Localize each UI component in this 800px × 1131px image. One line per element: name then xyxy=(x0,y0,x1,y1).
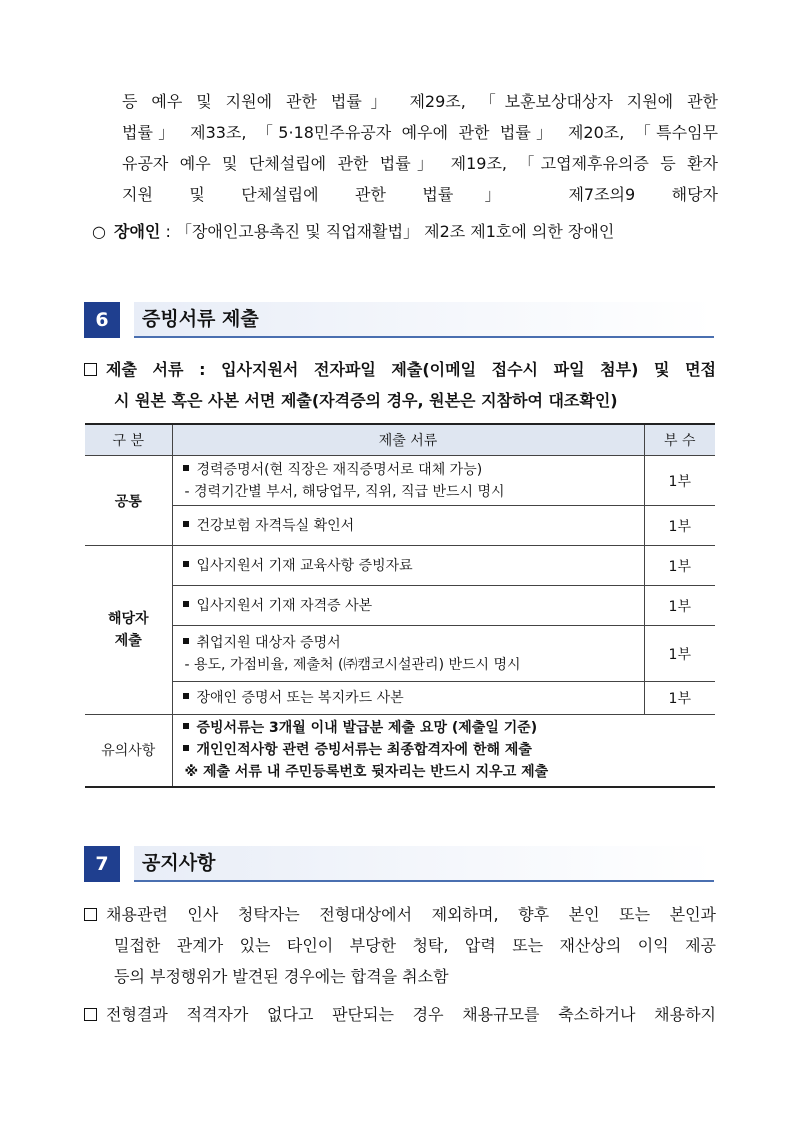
table-header-row xyxy=(85,424,715,456)
document-cell: 장애인 증명서 또는 복지카드 사본 xyxy=(172,682,644,715)
copies-cell: 1부 xyxy=(644,586,715,626)
submission-desc-line-1: 제출 서류 : 입사지원서 전자파일 제출(이메일 접수시 파일 첨부) 및 면접 xyxy=(84,354,716,385)
disabled-item xyxy=(92,219,614,242)
notice-line: 전형결과 적격자가 없다고 판단되는 경우 채용규모를 축소하거나 채용하지 xyxy=(84,999,716,1030)
notice-line: 채용관련 인사 청탁자는 전형대상에서 제외하며, 향후 본인 또는 본인과 xyxy=(84,899,716,930)
table-row xyxy=(85,682,715,715)
checkbox-square-icon xyxy=(84,1008,97,1021)
table-row-notes xyxy=(85,715,715,787)
square-bullet-icon xyxy=(183,561,189,567)
intro-line: 지원 및 단체설립에 관한 법률」 제7조의9 해당자 xyxy=(122,185,718,204)
square-bullet-icon xyxy=(183,601,189,607)
document-cell: 취업지원 대상자 증명서 - 용도, 가점비율, 제출처 (㈜캠코시설관리) 반드시 명시 xyxy=(172,626,644,682)
checkbox-square-icon xyxy=(84,908,97,921)
copies-cell: 1부 xyxy=(644,456,715,506)
section-title: 증빙서류 제출 xyxy=(134,302,714,338)
section-number: 6 xyxy=(84,302,120,338)
documents-table xyxy=(85,423,715,788)
section-number: 7 xyxy=(84,846,120,882)
section-6-header xyxy=(84,302,714,338)
square-bullet-icon xyxy=(183,723,189,729)
copies-cell: 1부 xyxy=(644,682,715,715)
section-7-header xyxy=(84,846,714,882)
header-copies: 부 수 xyxy=(644,424,715,456)
category-common: 공통 xyxy=(85,456,172,546)
square-bullet-icon xyxy=(183,693,189,699)
header-documents: 제출 서류 xyxy=(172,424,644,456)
notice-line: 등의 부정행위가 발견된 경우에는 합격을 취소함 xyxy=(114,967,449,986)
intro-line: 유공자 예우 및 단체설립에 관한 법률」 제19조, 「고엽제후유의증 등 환자 xyxy=(122,154,718,173)
copies-cell: 1부 xyxy=(644,546,715,586)
section-title: 공지사항 xyxy=(134,846,714,882)
notice-item-2 xyxy=(84,999,716,1030)
copies-cell: 1부 xyxy=(644,506,715,546)
submission-desc xyxy=(84,354,716,416)
submission-desc-line-2: 시 원본 혹은 사본 서면 제출(자격증의 경우, 원본은 지참하여 대조확인) xyxy=(114,391,618,410)
intro-line: 등 예우 및 지원에 관한 법률」 제29조, 「보훈보상대상자 지원에 관한 xyxy=(122,92,718,111)
notice-line: 밀접한 관계가 있는 타인이 부당한 청탁, 압력 또는 재산상의 이익 제공 xyxy=(114,936,716,955)
checkbox-square-icon xyxy=(84,363,97,376)
table-row xyxy=(85,506,715,546)
disabled-text: : 「장애인고용촉진 및 직업재활법」 제2조 제1호에 의한 장애인 xyxy=(160,222,615,241)
circle-bullet-icon: ○ xyxy=(92,222,106,241)
document-cell: 경력증명서(현 직장은 재직증명서로 대체 가능) - 경력기간별 부서, 해당업무, 직위, 직급 반드시 명시 xyxy=(172,456,644,506)
table-row xyxy=(85,456,715,506)
square-bullet-icon xyxy=(183,521,189,527)
document-cell: 입사지원서 기재 자격증 사본 xyxy=(172,586,644,626)
document-cell: 입사지원서 기재 교육사항 증빙자료 xyxy=(172,546,644,586)
disabled-label: 장애인 xyxy=(114,222,161,241)
category-applicable: 해당자 제출 xyxy=(85,546,172,715)
intro-paragraph xyxy=(122,86,718,210)
notes-cell: 증빙서류는 3개월 이내 발급분 제출 요망 (제출일 기준) 개인인적사항 관련 증빙서류는 최종합격자에 한해 제출 ※ 제출 서류 내 주민등록번호 뒷자리는 반드시 지우고 제출 xyxy=(172,715,715,787)
header-category: 구 분 xyxy=(85,424,172,456)
square-bullet-icon xyxy=(183,465,189,471)
notice-item-1 xyxy=(84,899,716,992)
square-bullet-icon xyxy=(183,745,189,751)
category-notes: 유의사항 xyxy=(85,715,172,787)
table-row xyxy=(85,546,715,586)
document-cell: 건강보험 자격득실 확인서 xyxy=(172,506,644,546)
table-row xyxy=(85,626,715,682)
table-row xyxy=(85,586,715,626)
square-bullet-icon xyxy=(183,638,189,644)
intro-line: 법률」 제33조, 「5·18민주유공자 예우에 관한 법률」 제20조, 「특수임무 xyxy=(122,123,718,142)
copies-cell: 1부 xyxy=(644,626,715,682)
